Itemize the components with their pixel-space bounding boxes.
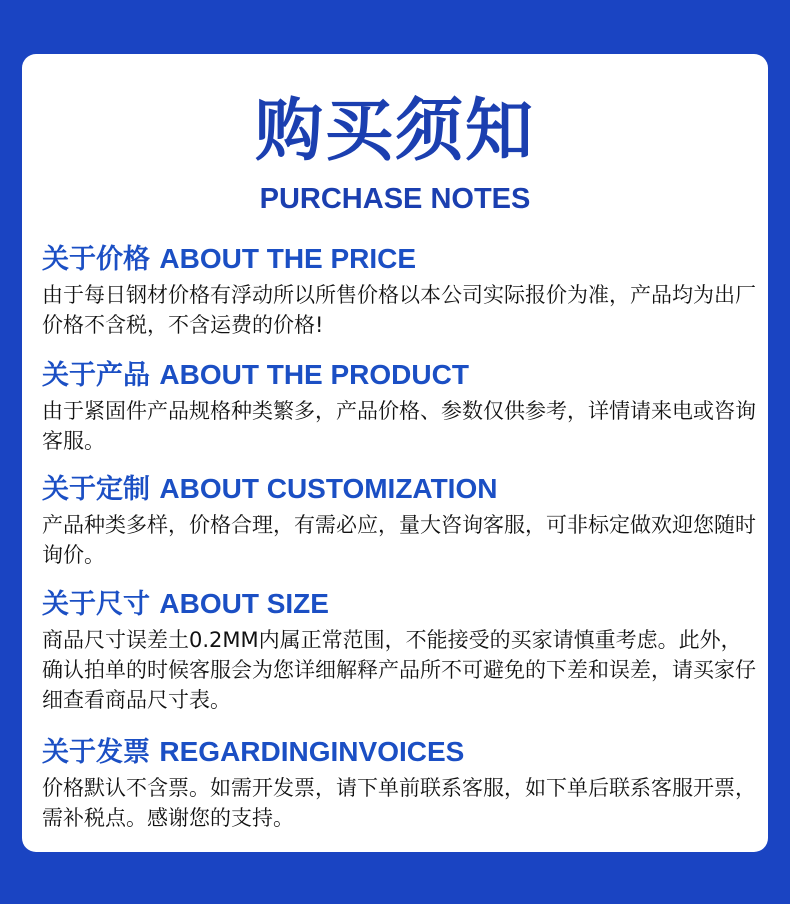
section-heading-en: ABOUT CUSTOMIZATION xyxy=(159,473,498,504)
section-heading-cn: 关于定制 xyxy=(42,474,150,505)
section-body: 由于每日钢材价格有浮动所以所售价格以本公司实际报价为准，产品均为出厂价格不含税，不含运费的价格! xyxy=(42,283,756,337)
section-heading xyxy=(42,735,762,770)
section-price xyxy=(42,242,762,340)
section-heading xyxy=(42,587,762,622)
section-invoices xyxy=(42,735,762,833)
section-body: 产品种类多样，价格合理，有需必应，量大咨询客服，可非标定做欢迎您随时询价。 xyxy=(42,513,756,567)
section-heading-en: ABOUT THE PRODUCT xyxy=(159,359,469,390)
page-subtitle: PURCHASE NOTES xyxy=(259,183,531,215)
section-heading-en: ABOUT SIZE xyxy=(159,588,329,619)
section-heading xyxy=(42,242,762,277)
section-heading-cn: 关于尺寸 xyxy=(42,589,150,620)
section-heading-cn: 关于发票 xyxy=(42,737,150,768)
section-body: 商品尺寸误差土0.2MM内属正常范围，不能接受的买家请慎重考虑。此外，确认拍单的时候客服会为您详细解释产品所不可避免的下差和误差，请买家仔细查看商品尺寸表。 xyxy=(42,628,756,712)
section-size xyxy=(42,587,762,715)
purchase-notes-card xyxy=(22,54,768,852)
section-body: 由于紧固件产品规格种类繁多，产品价格、参数仅供参考，详情请来电或咨询客服。 xyxy=(42,399,756,453)
section-heading-en: ABOUT THE PRICE xyxy=(159,243,417,274)
page-title: 购买须知 xyxy=(254,92,535,171)
section-heading-cn: 关于价格 xyxy=(42,244,150,275)
section-heading xyxy=(42,472,762,507)
section-product xyxy=(42,358,762,456)
section-body: 价格默认不含票。如需开发票，请下单前联系客服，如下单后联系客服开票，需补税点。感谢您的支持。 xyxy=(42,776,756,830)
section-heading-en: REGARDINGINVOICES xyxy=(159,736,465,767)
section-heading-cn: 关于产品 xyxy=(42,360,150,391)
section-customization xyxy=(42,472,762,570)
section-heading xyxy=(42,358,762,393)
